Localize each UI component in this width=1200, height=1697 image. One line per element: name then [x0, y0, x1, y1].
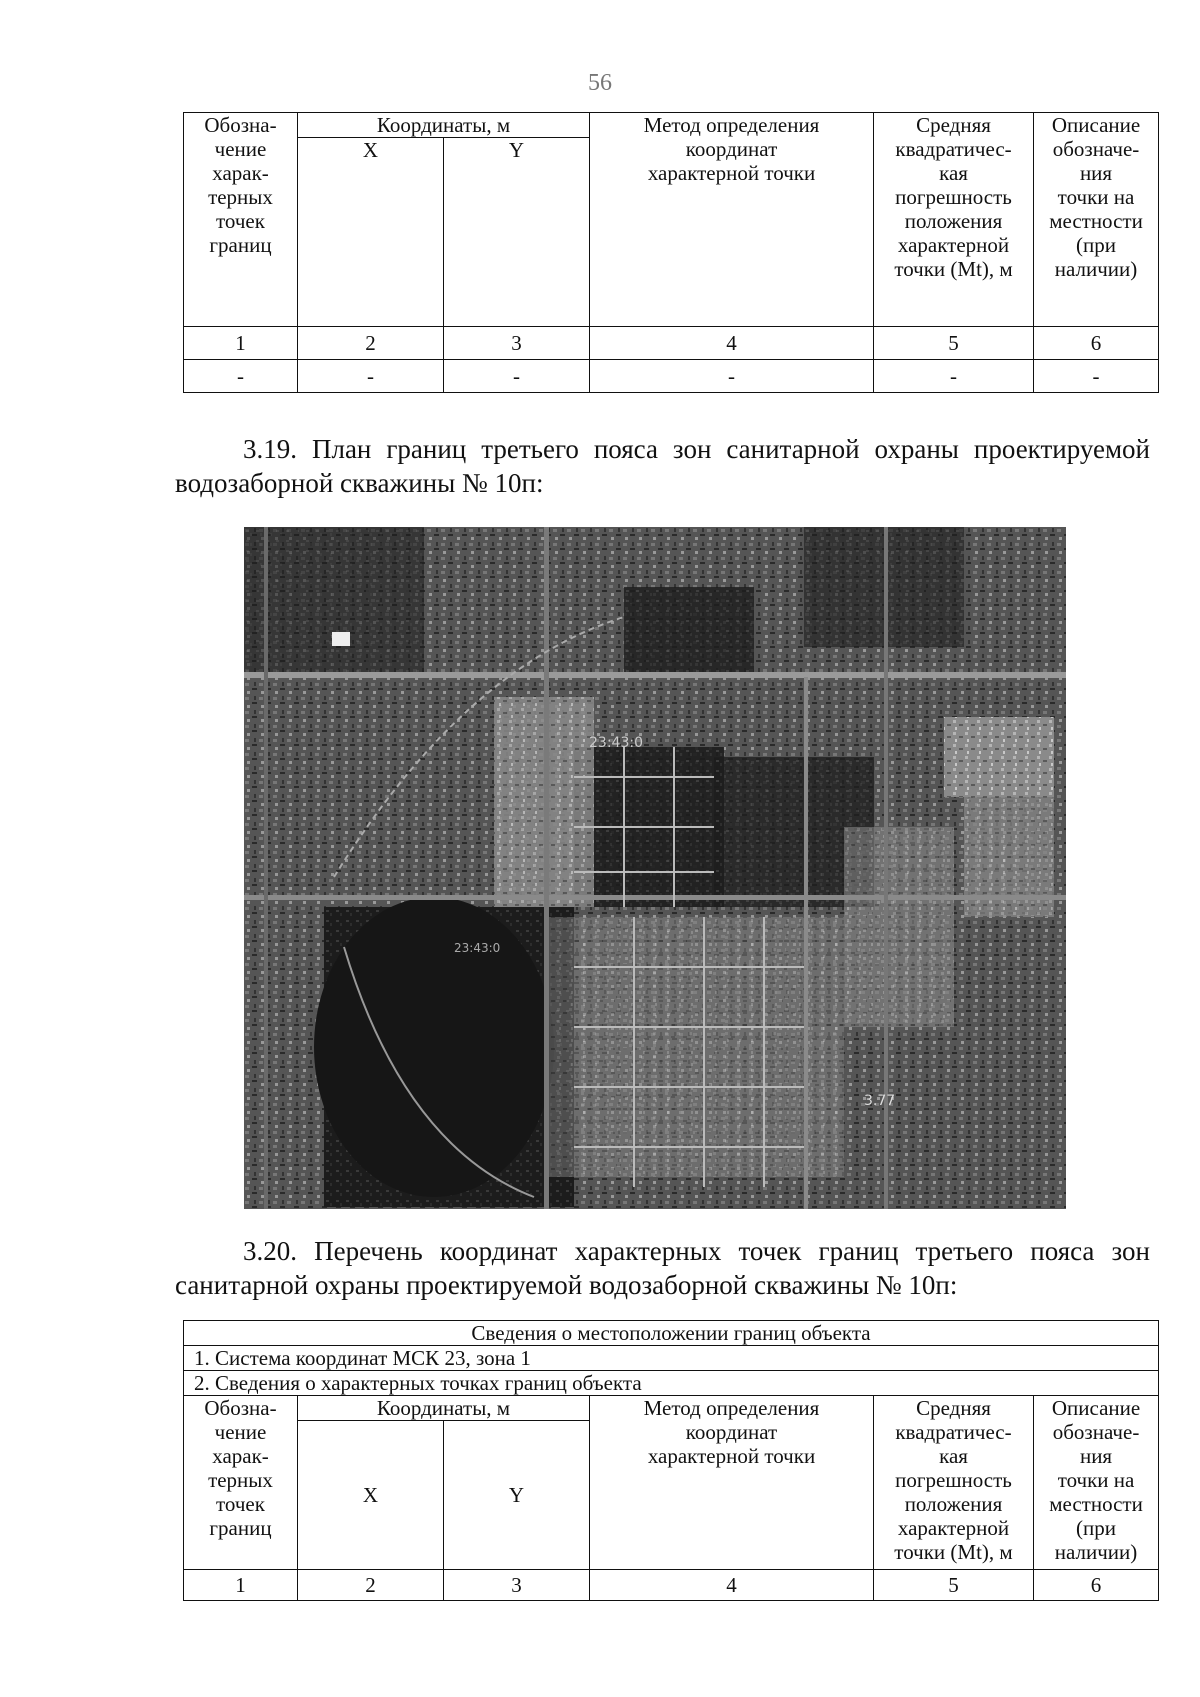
header-method: Метод определения координат характерной точки [590, 1396, 874, 1570]
map-label: 23:43:0 [454, 941, 501, 955]
coordinates-table-1 [183, 112, 1159, 393]
column-number: 4 [590, 327, 874, 360]
column-number: 2 [298, 1570, 444, 1601]
page-number: 56 [588, 70, 612, 96]
table-row [184, 360, 1159, 393]
column-number: 4 [590, 1570, 874, 1601]
boundary-plan-map [244, 527, 1066, 1209]
table-cell: - [184, 360, 298, 393]
column-number-row [184, 327, 1159, 360]
column-number: 6 [1034, 1570, 1159, 1601]
header-description: Описание обозначе- ния точки на местности (при наличии) [1034, 1396, 1159, 1570]
map-label: 3.77 [864, 1093, 896, 1109]
table-title: Сведения о местоположении границ объекта [184, 1321, 1159, 1346]
table-cell: - [298, 360, 444, 393]
column-number: 6 [1034, 327, 1159, 360]
points-heading-row: 2. Сведения о характерных точках границ объекта [184, 1371, 1159, 1396]
header-designation: Обозна- чение харак- терных точек границ [184, 113, 298, 327]
column-number: 3 [444, 1570, 590, 1601]
section-3-20-text: 3.20. Перечень координат характерных точек границ третьего пояса зон санитарной охраны проектируемой водозаборной скважины № 10п: [175, 1236, 1150, 1300]
header-coordinates: Координаты, м [298, 1396, 590, 1421]
column-number-row [184, 1570, 1159, 1601]
table-cell: - [874, 360, 1034, 393]
header-error: Средняя квадратичес- кая погрешность положения характерной точки (Mt), м [874, 113, 1034, 327]
column-number: 5 [874, 1570, 1034, 1601]
column-number: 2 [298, 327, 444, 360]
header-designation: Обозна- чение харак- терных точек границ [184, 1396, 298, 1570]
header-x: X [298, 1421, 444, 1570]
column-number: 1 [184, 1570, 298, 1601]
header-coordinates: Координаты, м [298, 113, 590, 138]
header-error: Средняя квадратичес- кая погрешность положения характерной точки (Mt), м [874, 1396, 1034, 1570]
column-number: 1 [184, 327, 298, 360]
section-3-19-text: 3.19. План границ третьего пояса зон санитарной охраны проектируемой водозаборной скважины № 10п: [175, 434, 1150, 498]
aerial-map-image [244, 527, 1066, 1209]
table-cell: - [1034, 360, 1159, 393]
table-cell: - [444, 360, 590, 393]
header-method: Метод определения координат характерной точки [590, 113, 874, 327]
column-number: 3 [444, 327, 590, 360]
column-number: 5 [874, 327, 1034, 360]
coordinates-table-2 [183, 1320, 1159, 1601]
header-description: Описание обозначе- ния точки на местности (при наличии) [1034, 113, 1159, 327]
table-cell: - [590, 360, 874, 393]
header-y: Y [444, 138, 590, 327]
coordinate-system-row: 1. Система координат МСК 23, зона 1 [184, 1346, 1159, 1371]
map-label: 23:43:0 [589, 735, 643, 751]
header-y: Y [444, 1421, 590, 1570]
header-x: X [298, 138, 444, 327]
